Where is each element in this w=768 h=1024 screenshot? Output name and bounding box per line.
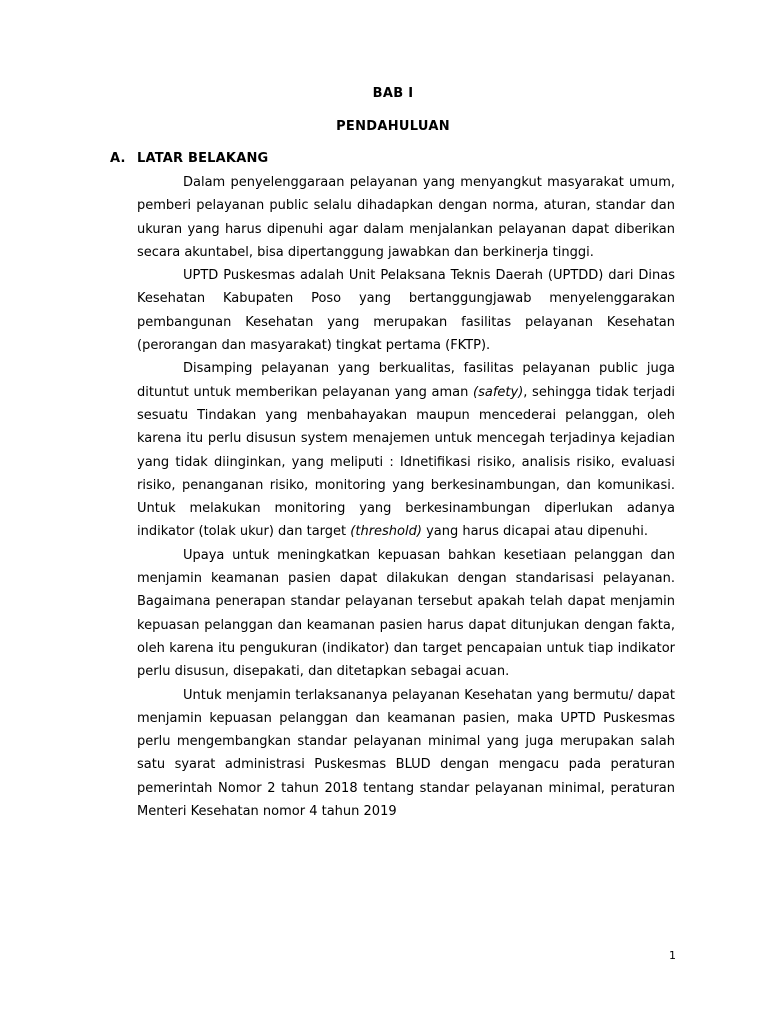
paragraph-3-text-a: Disamping pelayanan yang berkualitas, fasilitas pelayanan public juga dituntut untuk memberikan pelayanan yang aman xyxy=(137,361,675,400)
paragraph-3-term-safety: (safety) xyxy=(473,384,524,400)
paragraph-3-term-threshold: (threshold) xyxy=(350,524,422,540)
paragraph-2: UPTD Puskesmas adalah Unit Pelaksana Teknis Daerah (UPTDD) dari Dinas Kesehatan Kabupaten Poso yang bertanggungjawab menyelenggarakan pembangunan Kesehatan yang merupakan fasilitas pelayanan Kesehatan (perorangan dan masyarakat) tingkat pertama (FKTP). xyxy=(137,268,675,354)
page-number: 1 xyxy=(669,949,676,962)
section-title: LATAR BELAKANG xyxy=(137,151,269,166)
paragraph-5: Untuk menjamin terlaksananya pelayanan Kesehatan yang bermutu/ dapat menjamin kepuasan pelanggan dan keamanan pasien, maka UPTD Puskesmas perlu mengembangkan standar pelayanan minimal yang juga merupakan salah satu syarat administrasi Puskesmas BLUD dengan mengacu pada peraturan pemerintah Nomor 2 tahun 2018 tentang standar pelayanan minimal, peraturan Menteri Kesehatan nomor 4 tahun 2019 xyxy=(137,687,675,820)
paragraph-1: Dalam penyelenggaraan pelayanan yang menyangkut masyarakat umum, pemberi pelayanan public selalu dihadapkan dengan norma, aturan, standar dan ukuran yang harus dipenuhi agar dalam menjalankan pelayanan dapat diberikan secara akuntabel, bisa dipertanggung jawabkan dan berkinerja tinggi. xyxy=(137,175,675,260)
body-text xyxy=(137,171,675,823)
section-heading xyxy=(110,151,268,167)
paragraph-3 xyxy=(137,357,675,543)
chapter-label: BAB I xyxy=(372,86,414,101)
paragraph-3-text-e: yang harus dicapai atau dipenuhi. xyxy=(421,524,648,540)
paragraph-4: Upaya untuk meningkatkan kepuasan bahkan kesetiaan pelanggan dan menjamin keamanan pasien dapat dilakukan dengan standarisasi pelayanan. Bagaimana penerapan standar pelayanan tersebut apakah telah dapat menjamin kepuasan pelanggan dan keamanan pasien harus dapat ditunjukan dengan fakta, oleh karena itu pengukuran (indikator) dan target pencapaian untuk tiap indikator perlu disusun, disepakati, dan ditetapkan sebagai acuan. xyxy=(137,547,675,680)
section-number: A. xyxy=(110,151,126,166)
chapter-title: PENDAHULUAN xyxy=(336,119,450,134)
paragraph-3-text-c: , sehingga tidak terjadi sesuatu Tindakan yang menbahayakan maupun mencederai pelanggan, oleh karena itu perlu disusun system menajemen untuk mencegah terjadinya kejadian yang tidak diinginkan, yang meliputi : Idnetifikasi risiko, analisis risiko, evaluasi risiko, penanganan risiko, monitoring yang berkesinambungan, dan komunikasi. Untuk melakukan monitoring yang berkesinambungan diperlukan adanya indikator (tolak ukur) dan target xyxy=(137,384,676,540)
